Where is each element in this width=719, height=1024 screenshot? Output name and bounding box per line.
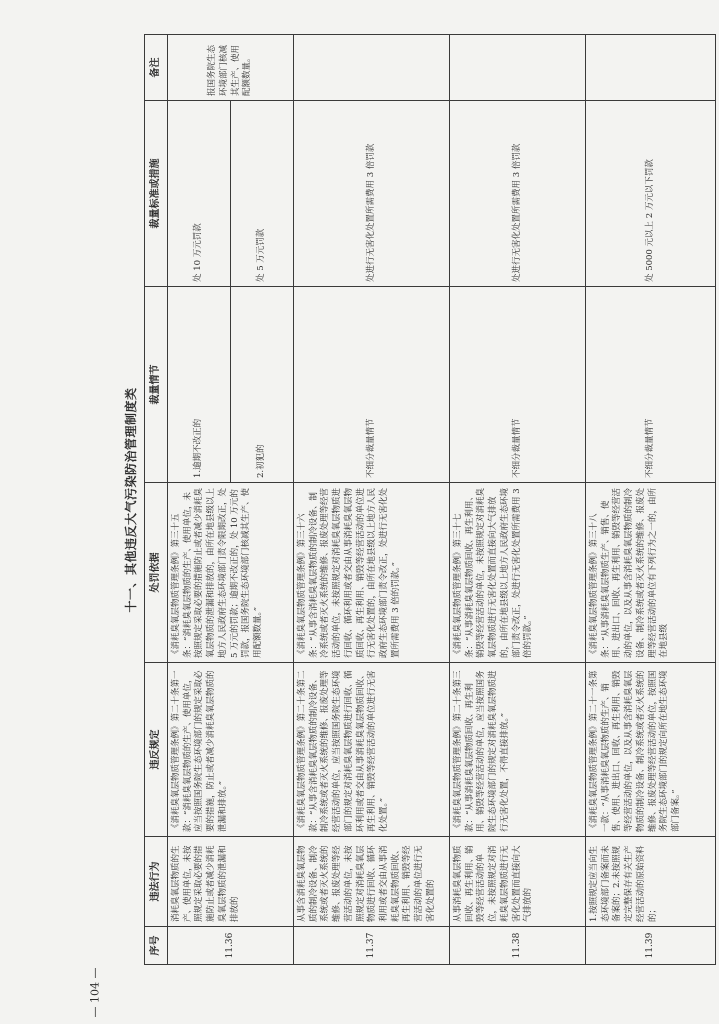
standard-cell: 处进行无害化处置所需费用 3 倍罚款 (294, 101, 450, 287)
basis-cell: 《消耗臭氧层物质管理条例》第三十八条：“从事消耗臭氧层物质生产、销售、使用、进出口、回收、再生利用、销毁等经营活动的单位，以及从事含消耗臭氧层物质的制冷设备、制冷系统或者灭火系统的维修、报废处理等经营活动的单位有下列行为之一的，由所在地县级 (586, 483, 716, 663)
note-cell: 报国务院生态环境部门核减其生产、使用配额数量。 (168, 35, 294, 101)
basis-cell: 《消耗臭氧层物质管理条例》第三十五条：“消耗臭氧层物质的生产、使用单位，未按照规定采取必要的措施防止或者减少消耗臭氧层物质的泄漏和排放的，由所在地县级以上地方人民政府生态环境部门责令限期改正，处 5 万元的罚款；逾期不改正的，处 10 万元的罚款，报国务院生态环境部门核减其生产、使用配额数量。” (168, 483, 294, 663)
table-row (450, 35, 586, 965)
rule-cell: 《消耗臭氧层物质管理条例》第二十条第二款：“从事含消耗臭氧层物质的制冷设备、制冷系统或者灭火系统的维修、报废处理等经营活动的单位，应当按照国务院生态环境部门的规定对消耗臭氧层物质进行回收、循环利用或者交由从事消耗臭氧层物质回收、再生利用、销毁等经营活动的单位进行无害化处置。” (294, 663, 450, 837)
row-number: 11.36 (168, 927, 294, 965)
circumstance-cell (168, 287, 294, 483)
rule-cell: 《消耗臭氧层物质管理条例》第二十条第三款：“从事消耗臭氧层物质回收、再生利用、销毁等经营活动的单位，应当按照国务院生态环境部门的规定对消耗臭氧层物质进行无害化处置，不得直接排放。” (450, 663, 586, 837)
basis-cell: 《消耗臭氧层物质管理条例》第三十六条：“从事含消耗臭氧层物质的制冷设备、制冷系统或者灭火系统的维修、报废处理等经营活动的单位，未按照规定对消耗臭氧层物质进行回收、循环利用或者交由从事消耗臭氧层物质回收、再生利用、销毁等经营活动的单位进行无害化处置的，由所在地县级以上地方人民政府生态环境部门责令改正，处进行无害化处置所需费用 3 倍的罚款。” (294, 483, 450, 663)
header-num: 序号 (145, 927, 168, 965)
circumstance-cell: 不细分裁量情节 (450, 287, 586, 483)
standard-cell: 处 5000 元以上 2 万元以下罚款 (586, 101, 716, 287)
header-basis: 处罚依据 (145, 483, 168, 663)
header-standard: 裁量标准或措施 (145, 101, 168, 287)
circumstance-cell: 不细分裁量情节 (294, 287, 450, 483)
basis-cell: 《消耗臭氧层物质管理条例》第三十七条：“从事消耗臭氧层物质回收、再生利用、销毁等经营活动的单位，未按照规定对消耗臭氧层物质进行无害化处置而直接向大气排放的，由所在地县级以上地方人民政府生态环境部门责令改正，处进行无害化处置所需费用 3 倍的罚款。” (450, 483, 586, 663)
standard-cell: 处进行无害化处置所需费用 3 倍罚款 (450, 101, 586, 287)
violation-cell: 从事消耗臭氧层物质回收、再生利用、销毁等经营活动的单位，未按照规定对消耗臭氧层物质进行无害化处置而直接向大气排放的 (450, 837, 586, 927)
header-rule: 违反规定 (145, 663, 168, 837)
standard-cell (168, 101, 294, 287)
table-header-row (145, 35, 168, 965)
circumstance-cell: 不细分裁量情节 (586, 287, 716, 483)
rule-cell: 《消耗臭氧层物质管理条例》第二十一条第一款：“从事消耗臭氧层物质的生产、销售、使用、进出口、回收、再生利用、销毁等经营活动的单位，以及从事含消耗臭氧层物质的制冷设备、制冷系统或者灭火系统的维修、报废处理等经营活动的单位，按照国务院生态环境部门的规定向所在地生态环境部门备案。” (586, 663, 716, 837)
header-act: 违法行为 (145, 837, 168, 927)
violation-cell: 消耗臭氧层物质的生产、使用单位，未按照规定采取必要的措施防止或者减少消耗臭氧层物质的泄漏和排放的 (168, 837, 294, 927)
circumstance-item: 1.逾期不改正的 (193, 418, 204, 478)
header-circumstance: 裁量情节 (145, 287, 168, 483)
page-number (84, 962, 106, 1022)
note-cell (586, 35, 716, 101)
table-row (168, 35, 294, 965)
section-title: 十一、其他违反大气污染防治管理制度类 (124, 387, 138, 613)
penalty-table (144, 34, 716, 965)
rotated-page-content (118, 35, 710, 965)
table-row (586, 35, 716, 965)
violation-cell: 1.按照规定应当向生态环境部门备案而未备案的；2.未按照规定完整保存有关生产经营活动的原始资料的； (586, 837, 716, 927)
circumstance-item: 2.初犯的 (230, 287, 293, 482)
violation-cell: 从事含消耗臭氧层物质的制冷设备、制冷系统或者灭火系统的维修、报废处理等经营活动的单位，未按照规定对消耗臭氧层物质进行回收、循环利用或者交由从事消耗臭氧层物质回收、再生利用、销毁等经营活动的单位进行无害化处置的 (294, 837, 450, 927)
rule-cell: 《消耗臭氧层物质管理条例》第二十条第一款：“消耗臭氧层物质的生产、使用单位，应当按照国务院生态环境部门的规定采取必要的措施，防止或者减少消耗臭氧层物质的泄漏和排放。” (168, 663, 294, 837)
standard-item: 处 10 万元罚款 (193, 223, 204, 282)
standard-item: 处 5 万元罚款 (230, 101, 293, 286)
header-note: 备注 (145, 35, 168, 101)
page-number-text: — 104 — (88, 967, 102, 1017)
row-number: 11.37 (294, 927, 450, 965)
table-row (294, 35, 450, 965)
note-cell (294, 35, 450, 101)
note-cell (450, 35, 586, 101)
row-number: 11.39 (586, 927, 716, 965)
row-number: 11.38 (450, 927, 586, 965)
